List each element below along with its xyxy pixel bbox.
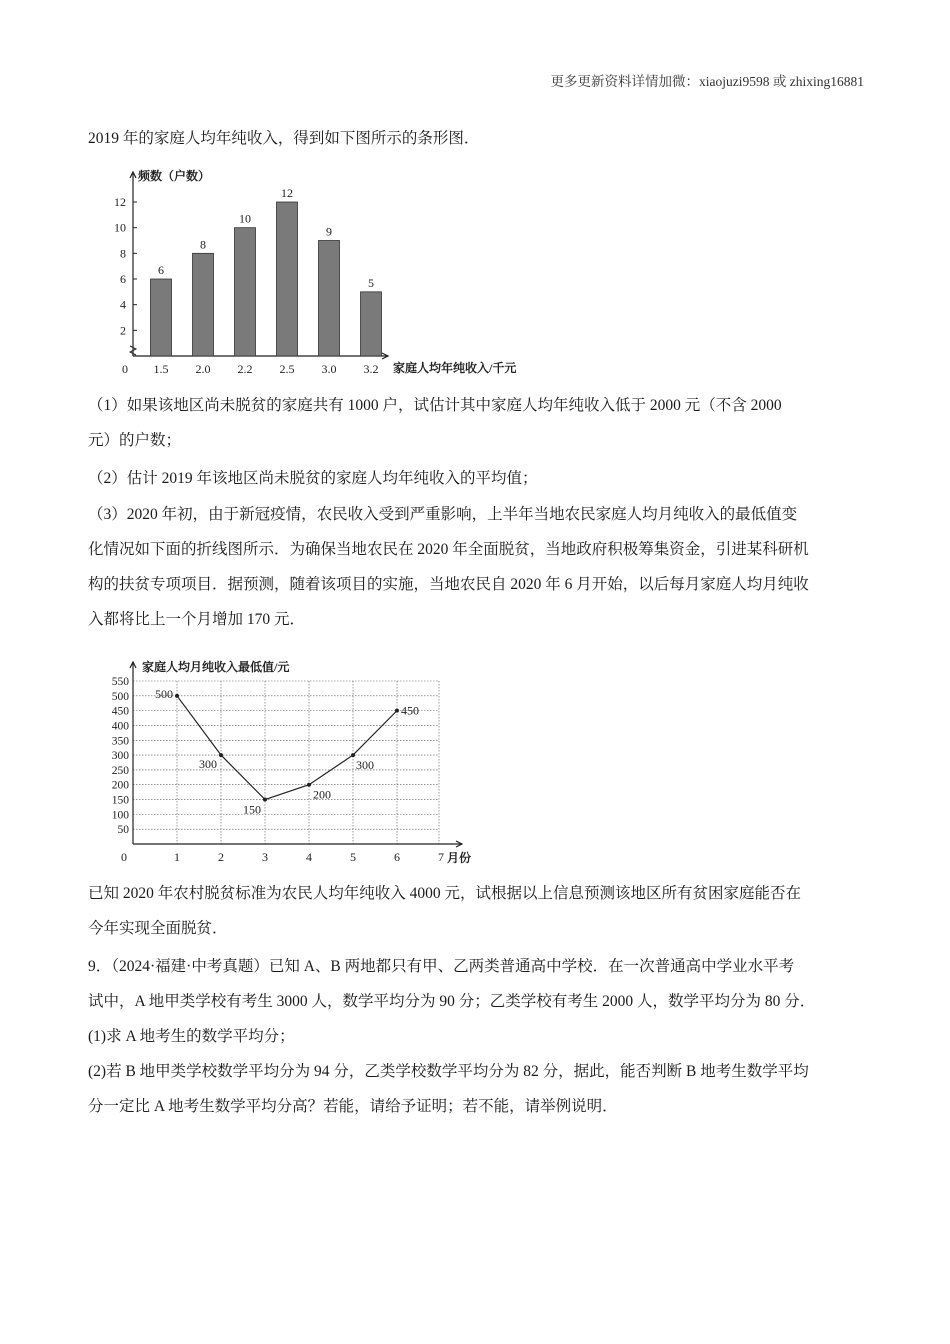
line-y-tick-label: 350 (111, 735, 129, 748)
bar-x-tick-label: 2.5 (279, 362, 295, 376)
line-y-tick-label: 50 (117, 824, 129, 837)
line-y-tick-label: 500 (111, 690, 129, 703)
question-3 (88, 497, 866, 637)
bar-value-label: 10 (239, 211, 251, 226)
line-point (175, 694, 179, 698)
bar (319, 241, 340, 357)
bar-value-label: 8 (200, 237, 206, 252)
line-y-tick-label: 150 (111, 794, 129, 807)
line-x-tick-label: 4 (306, 850, 312, 864)
problem-9 (88, 949, 866, 1124)
line-y-tick-label: 550 (111, 676, 129, 688)
bar-x-tick-label: 2.2 (237, 362, 253, 376)
question-1-line: 元）的户数； (88, 432, 182, 449)
line-ylabel: 家庭人均月纯收入最低值/元 (142, 660, 290, 674)
question-1 (88, 388, 866, 458)
line-data-label: 150 (243, 802, 261, 817)
bar-x-tick-label: 2.0 (195, 362, 211, 376)
line-data-label: 450 (401, 703, 419, 718)
question-3-line: 化情况如下面的折线图所示．为确保当地农民在 2020 年全面脱贫，当地政府积极筹集资金，引进某科研机 (88, 541, 809, 558)
bar-ylabel: 频数（户数） (138, 169, 211, 183)
question-1-line: （1）如果该地区尚未脱贫的家庭共有 1000 户，试估计其中家庭人均年纯收入低于 2000 元（不含 2000 (88, 397, 782, 414)
problem-9-sub1: (1)求 A 地考生的数学平均分； (88, 1028, 295, 1045)
bar-xlabel: 家庭人均年纯收入/千元 (393, 361, 517, 375)
bar (277, 202, 298, 356)
line-point (307, 783, 311, 787)
bar-value-label: 12 (281, 186, 293, 200)
line-origin-label: 0 (121, 850, 127, 864)
question-3-line: （3）2020 年初，由于新冠疫情，农民收入受到严重影响，上半年当地农民家庭人均月纯收入的最低值变 (88, 506, 798, 523)
bar-x-tick-label: 1.5 (153, 362, 169, 376)
bar (151, 279, 172, 356)
line-data-label: 500 (155, 686, 173, 701)
line-x-tick-label: 2 (218, 850, 224, 864)
line-y-tick-label: 200 (111, 779, 129, 792)
bar-y-tick-label: 12 (114, 195, 126, 209)
conclusion-line: 今年实现全面脱贫． (88, 920, 228, 937)
intro-text: 2019 年的家庭人均年纯收入，得到如下图所示的条形图． (88, 130, 480, 147)
line-x-tick-label: 7 (438, 850, 444, 864)
bar-value-label: 6 (158, 263, 164, 277)
line-x-tick-label: 3 (262, 850, 268, 864)
bar-y-tick-label: 2 (120, 323, 126, 338)
bar-y-tick-label: 6 (120, 272, 126, 286)
bar-y-tick-label: 10 (114, 220, 126, 235)
line-y-tick-label: 400 (111, 720, 129, 733)
question-2: （2）估计 2019 年该地区尚未脱贫的家庭人均年纯收入的平均值； (88, 470, 538, 487)
line-point (219, 753, 223, 757)
bar-value-label: 9 (326, 224, 332, 239)
question-3-line: 入都将比上一个月增加 170 元． (88, 611, 306, 628)
line-data-label: 300 (356, 758, 374, 773)
page-header: 更多更新资料详情加微：xiaojuzi9598 或 zhixing16881 (550, 74, 864, 89)
bar (361, 292, 382, 356)
problem-9-sub2-line: 分一定比 A 地考生数学平均分高？若能，请给予证明；若不能，请举例说明． (88, 1098, 618, 1115)
line-x-tick-label: 5 (350, 850, 356, 864)
line-point (395, 709, 399, 713)
problem-9-line: 试中，A 地甲类学校有考生 3000 人，数学平均分为 90 分；乙类学校有考生 2000 人，数学平均分为 80 分． (88, 993, 816, 1010)
line-x-tick-label: 1 (174, 850, 180, 864)
line-y-tick-label: 300 (111, 750, 129, 763)
bar-x-tick-label: 3.2 (363, 362, 379, 376)
line-x-tick-label: 6 (394, 850, 400, 864)
conclusion (88, 876, 866, 946)
line-point (263, 798, 267, 802)
line-y-tick-label: 100 (111, 809, 129, 822)
bar (193, 253, 214, 356)
line-data-label: 200 (313, 787, 331, 802)
line-series (177, 696, 397, 800)
line-data-label: 300 (199, 757, 217, 772)
conclusion-line: 已知 2020 年农村脱贫标准为农民人均年纯收入 4000 元，试根据以上信息预测该地区所有贫困家庭能否在 (88, 885, 802, 902)
bar-y-tick-label: 4 (120, 297, 126, 312)
problem-9-line: 9．（2024·福建·中考真题）已知 A、B 两地都只有甲、乙两类普通高中学校．在一次普通高中学业水平考 (88, 958, 795, 975)
bar-y-tick-label: 8 (120, 246, 126, 261)
line-xlabel: 月份 (447, 851, 472, 865)
bar (235, 228, 256, 356)
problem-9-sub2-line: (2)若 B 地甲类学校数学平均分为 94 分，乙类学校数学平均分为 82 分，据此，能否判断 B 地考生数学平均 (88, 1063, 809, 1080)
bar-value-label: 5 (368, 275, 374, 290)
line-y-tick-label: 450 (111, 705, 129, 718)
question-3-line: 构的扶贫专项项目．据预测，随着该项目的实施，当地农民自 2020 年 6 月开始，以后每月家庭人均月纯收 (88, 576, 809, 593)
line-point (351, 753, 355, 757)
line-y-tick-label: 250 (111, 764, 129, 777)
bar-x-tick-label: 3.0 (321, 362, 337, 376)
bar-chart (100, 160, 560, 385)
bar-origin-label: 0 (122, 362, 128, 376)
line-chart (100, 652, 500, 870)
bar-axis-break (130, 346, 136, 355)
